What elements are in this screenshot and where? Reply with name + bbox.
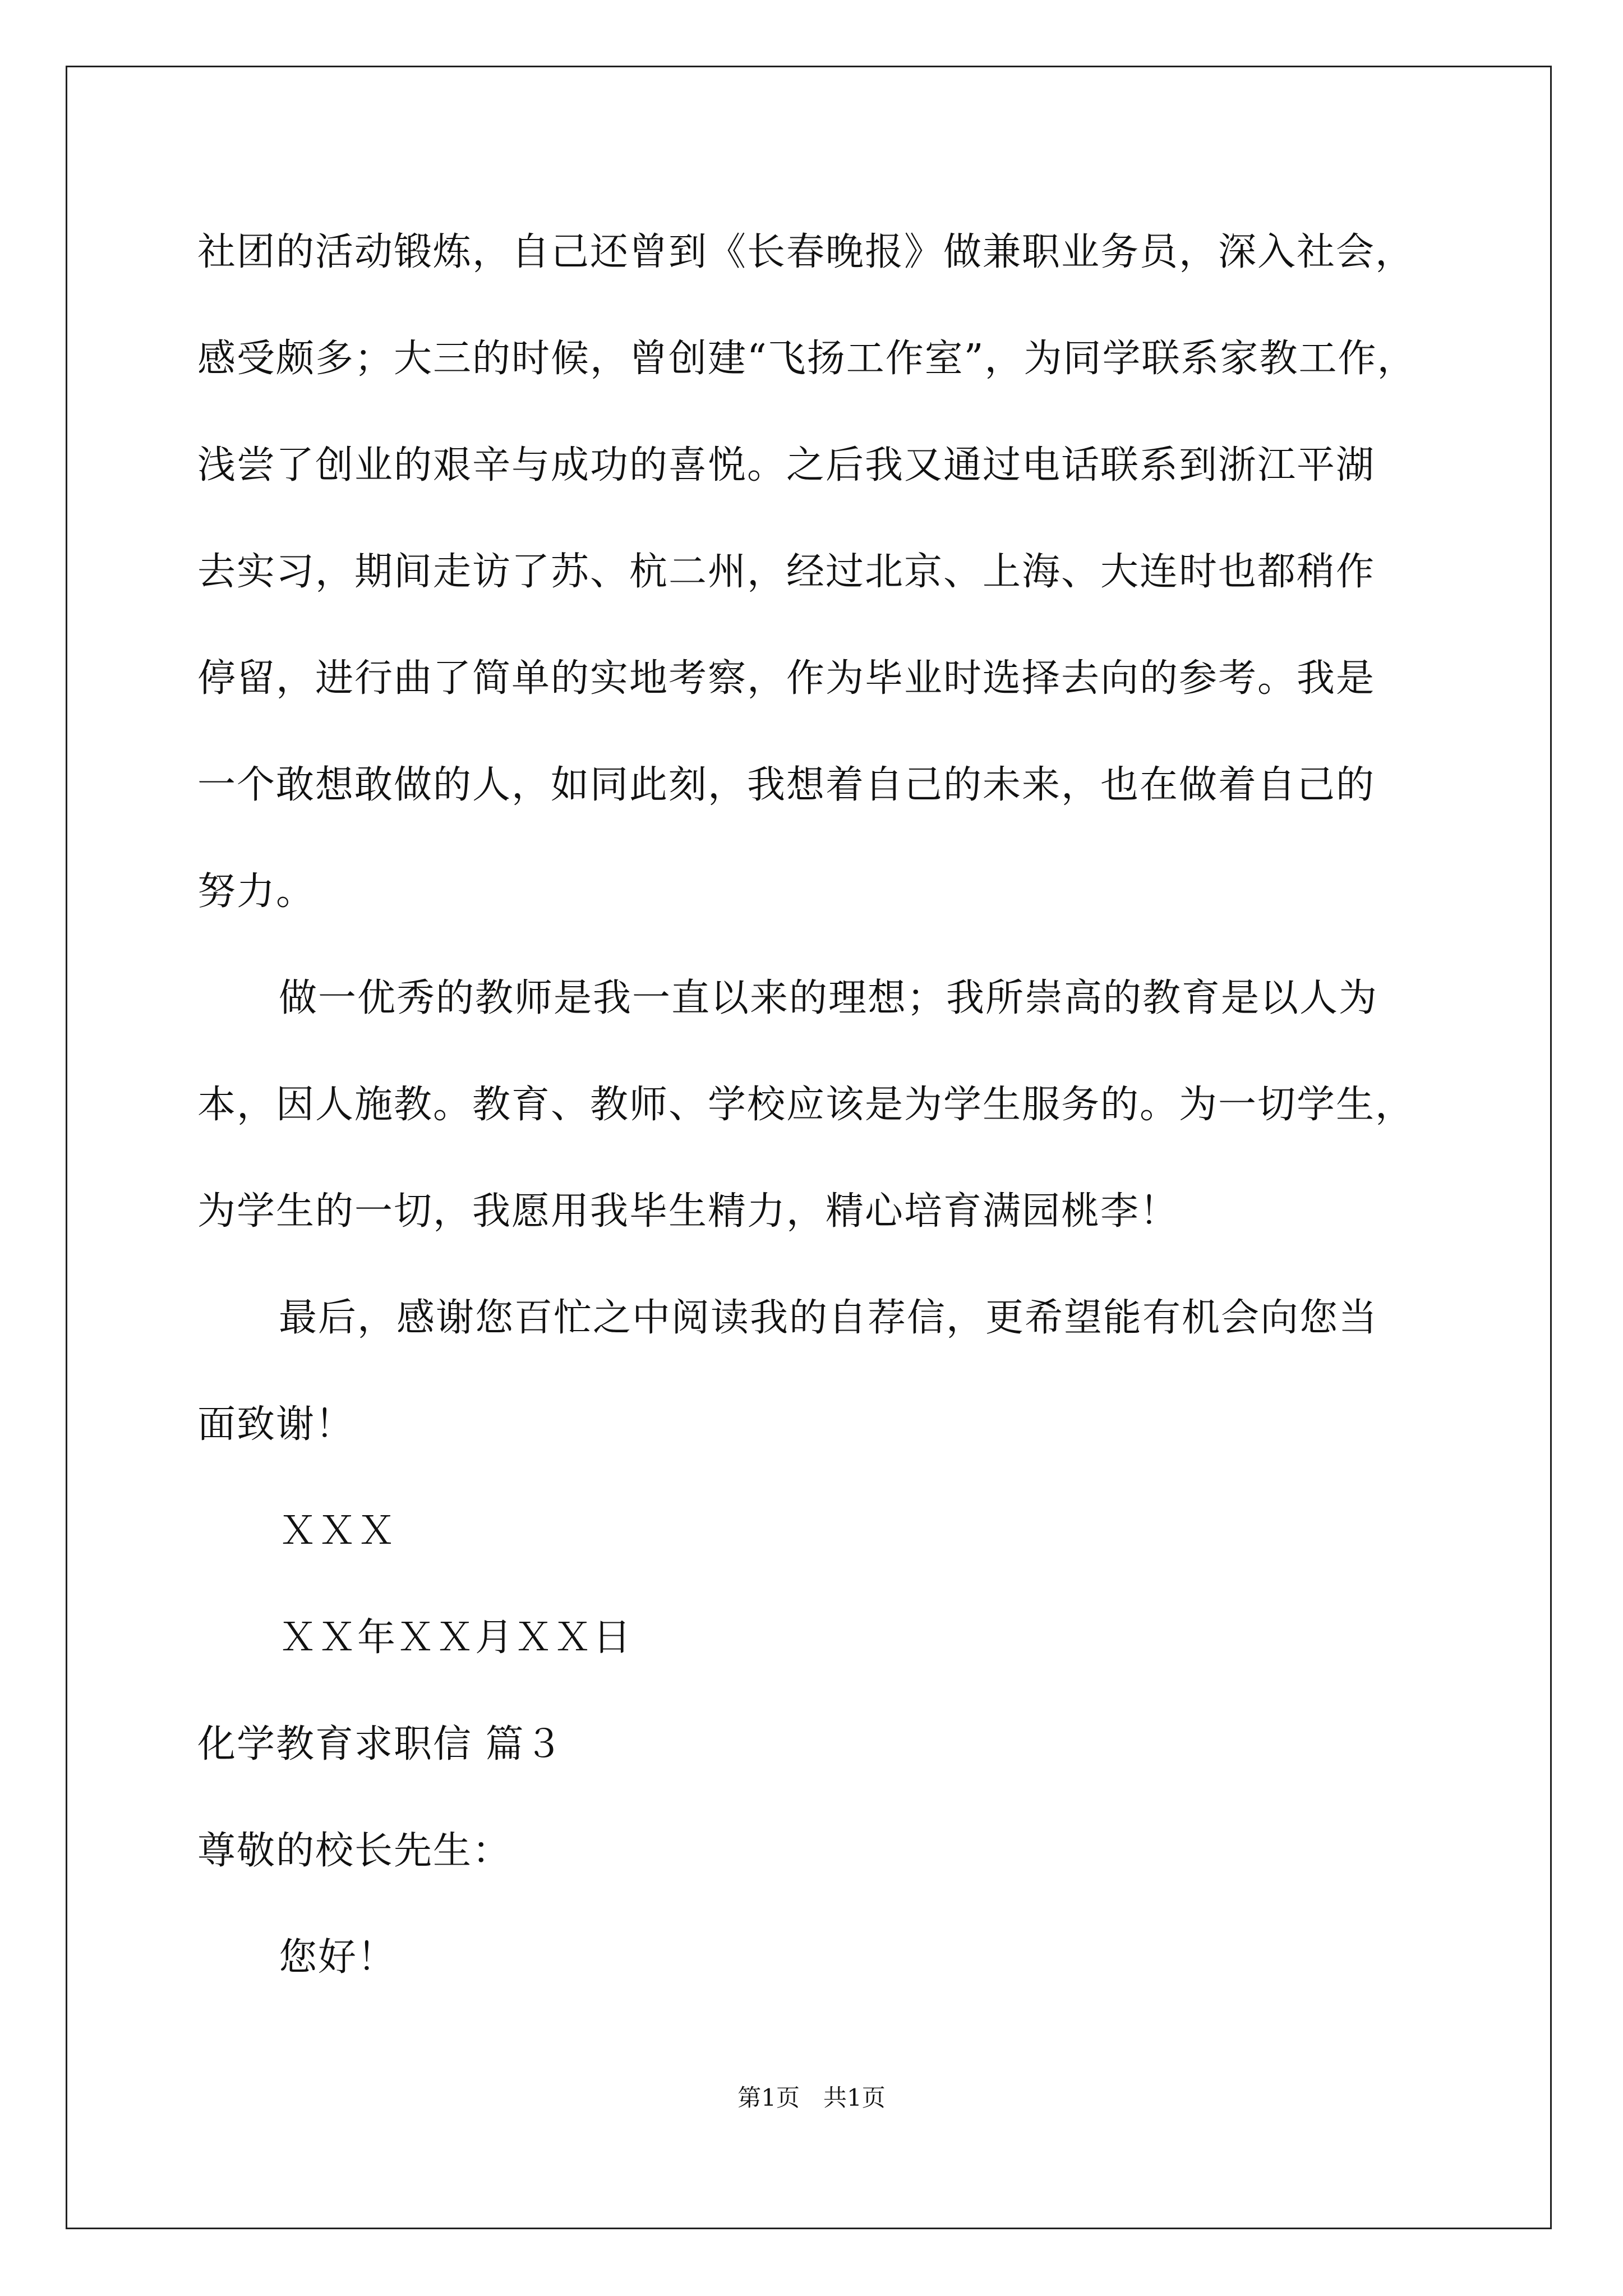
paragraph-line: 为学生的一切，我愿用我毕生精力，精心培育满园桃李！: [197, 1189, 1179, 1234]
section-heading: 化学教育求职信 篇３: [197, 1722, 564, 1766]
paragraph-line: 努力。: [197, 869, 316, 914]
paragraph-line: 本，因人施教。教育、教师、学校应该是为学生服务的。为一切学生，: [197, 1083, 1415, 1127]
paragraph-line: 去实习，期间走访了苏、杭二州，经过北京、上海、大连时也都稍作: [197, 550, 1376, 594]
salutation: 尊敬的校长先生：: [197, 1829, 512, 1873]
paragraph-line: 停留，进行曲了简单的实地考察，作为毕业时选择去向的参考。我是: [197, 656, 1376, 701]
page-footer: 第1页 共1页: [737, 2084, 886, 2111]
greeting: 您好！: [279, 1935, 397, 1980]
signature-date: ＸＸ年ＸＸ月ＸＸ日: [279, 1616, 633, 1660]
page-border: [66, 66, 1552, 2229]
paragraph-line: 浅尝了创业的艰辛与成功的喜悦。之后我又通过电话联系到浙江平湖: [197, 443, 1376, 487]
paragraph-line: 最后，感谢您百忙之中阅读我的自荐信，更希望能有机会向您当: [279, 1296, 1378, 1340]
paragraph-line: 一个敢想敢做的人，如同此刻，我想着自己的未来，也在做着自己的: [197, 763, 1376, 807]
paragraph-line: 感受颇多；大三的时候，曾创建“飞扬工作室”，为同学联系家教工作，: [197, 337, 1417, 381]
paragraph-line: 做一优秀的教师是我一直以来的理想；我所崇高的教育是以人为: [279, 976, 1378, 1020]
paragraph-line: 面致谢！: [197, 1402, 355, 1447]
paragraph-line: 社团的活动锻炼，自己还曾到《长春晚报》做兼职业务员，深入社会，: [197, 230, 1415, 274]
signature-name: ＸＸＸ: [279, 1509, 397, 1553]
